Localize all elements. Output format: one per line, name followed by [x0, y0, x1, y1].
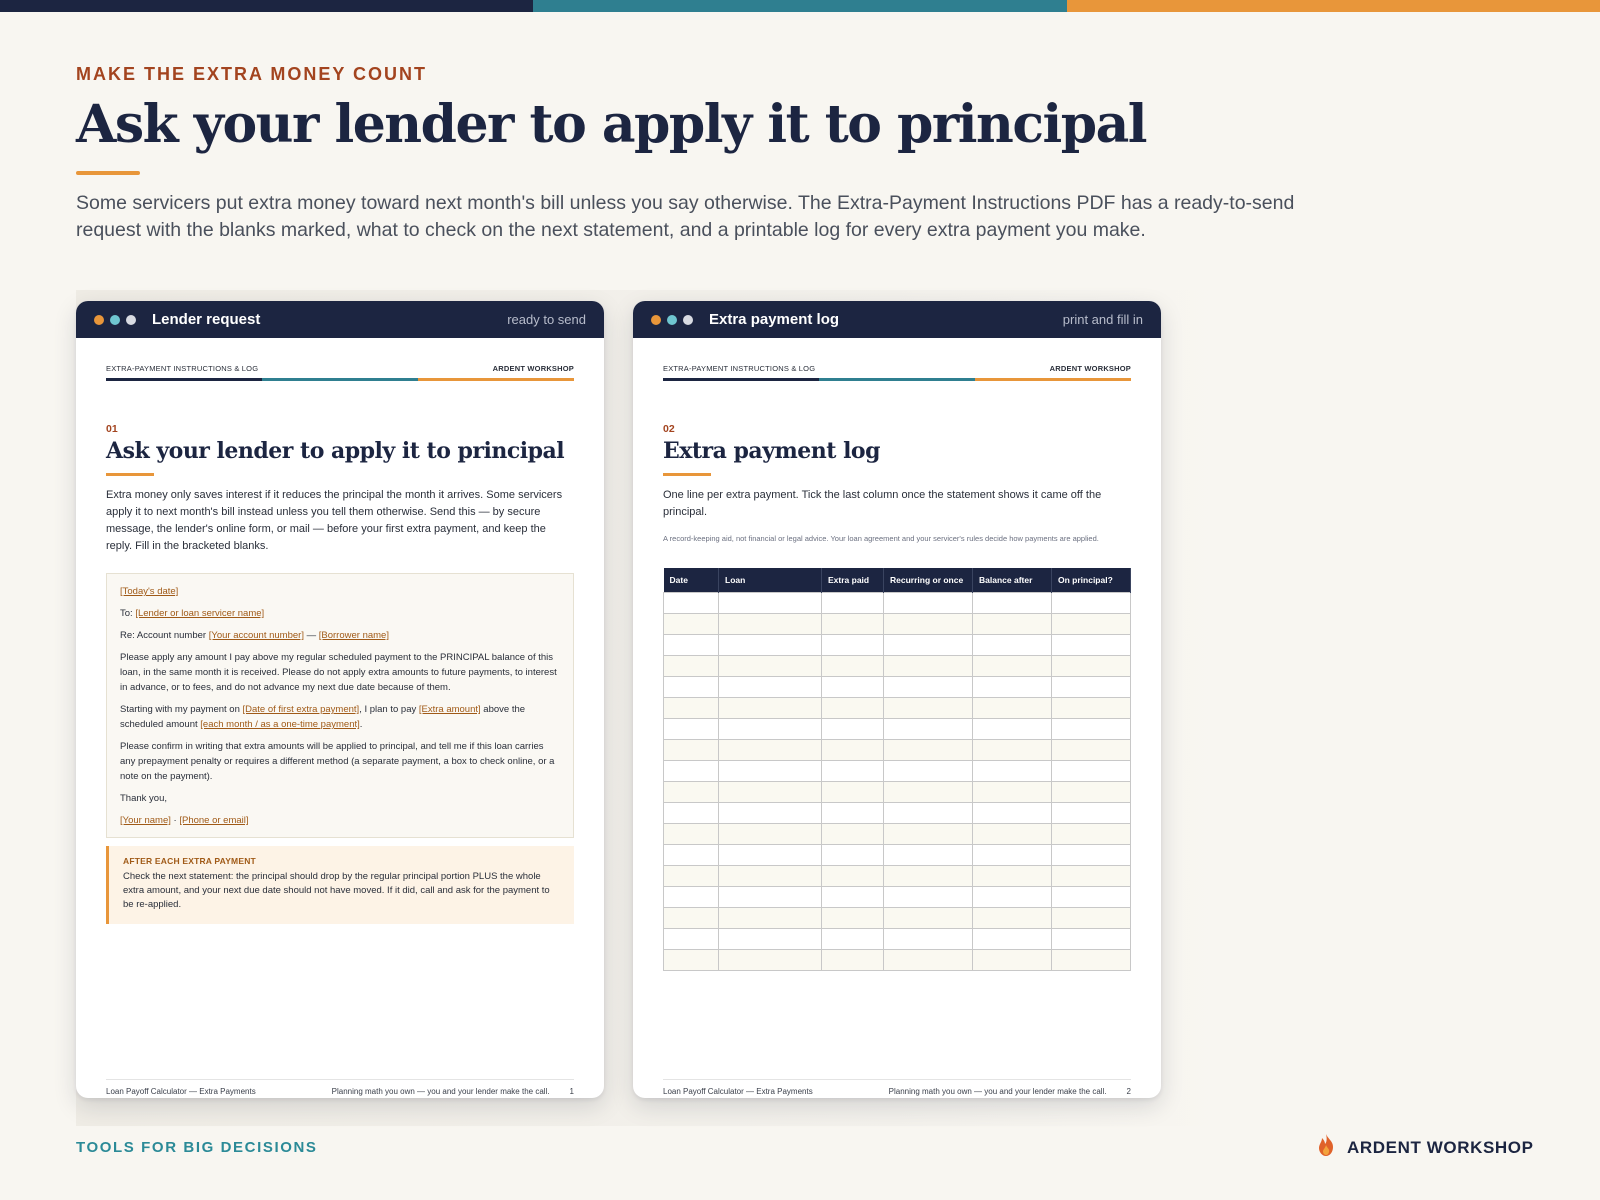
- log-cell: [1052, 865, 1131, 886]
- log-cell: [884, 781, 973, 802]
- log-cell: [822, 739, 884, 760]
- section-title: Ask your lender to apply it to principal: [106, 438, 565, 464]
- table-row: [664, 907, 1131, 928]
- title-underline: [76, 171, 140, 175]
- top-bar-navy: [0, 0, 533, 12]
- window-dot-teal: [667, 315, 677, 325]
- card-titlebar: [76, 301, 604, 338]
- section-underline: [106, 473, 154, 476]
- lender-request-card: [76, 301, 604, 1098]
- log-cell: [973, 697, 1052, 718]
- section-number: 01: [106, 423, 118, 435]
- log-cell: [1052, 781, 1131, 802]
- log-cell: [822, 802, 884, 823]
- section-underline: [663, 473, 711, 476]
- log-cell: [822, 907, 884, 928]
- log-cell: [719, 655, 822, 676]
- log-cell: [664, 844, 719, 865]
- payment-log-card: [633, 301, 1161, 1098]
- log-cell: [719, 781, 822, 802]
- table-row: [664, 802, 1131, 823]
- table-row: [664, 823, 1131, 844]
- log-cell: [822, 781, 884, 802]
- table-row: [664, 844, 1131, 865]
- log-cell: [1052, 823, 1131, 844]
- log-cell: [719, 802, 822, 823]
- log-cell: [973, 802, 1052, 823]
- window-dot-orange: [651, 315, 661, 325]
- letter-paragraph-1: Please apply any amount I pay above my regular scheduled payment to the PRINCIPAL balance of this loan, in the same month it is received. Please do not apply extra amounts to future payments, to interest in advance, or to fees, and do not advance my next due date because of them.: [120, 652, 557, 693]
- column-header-recurring: Recurring or once: [884, 568, 973, 592]
- para2-text-c: above the scheduled amount: [120, 704, 526, 730]
- log-cell: [822, 760, 884, 781]
- log-cell: [884, 613, 973, 634]
- log-cell: [884, 655, 973, 676]
- log-cell: [664, 865, 719, 886]
- log-cell: [719, 739, 822, 760]
- window-dot-grey: [683, 315, 693, 325]
- log-cell: [1052, 718, 1131, 739]
- log-cell: [664, 592, 719, 613]
- log-cell: [664, 634, 719, 655]
- eyebrow: MAKE THE EXTRA MONEY COUNT: [76, 64, 428, 84]
- log-cell: [973, 634, 1052, 655]
- log-cell: [822, 697, 884, 718]
- log-cell: [973, 613, 1052, 634]
- log-cell: [884, 844, 973, 865]
- log-cell: [719, 907, 822, 928]
- brand-name: ARDENT WORKSHOP: [1347, 1137, 1534, 1157]
- log-cell: [973, 676, 1052, 697]
- doc-header: [663, 364, 1131, 373]
- table-row: [664, 676, 1131, 697]
- log-cell: [664, 949, 719, 970]
- doc-brand: ARDENT WORKSHOP: [1049, 364, 1131, 373]
- log-cell: [664, 739, 719, 760]
- log-cell: [822, 592, 884, 613]
- log-cell: [1052, 613, 1131, 634]
- log-cell: [1052, 634, 1131, 655]
- log-cell: [822, 634, 884, 655]
- top-bar-teal: [533, 0, 1066, 12]
- table-row: [664, 928, 1131, 949]
- table-row: [664, 739, 1131, 760]
- log-cell: [884, 928, 973, 949]
- footer-tagline: TOOLS FOR BIG DECISIONS: [76, 1139, 318, 1156]
- blank-first-payment-date: [Date of first extra payment]: [242, 704, 360, 715]
- log-cell: [884, 886, 973, 907]
- log-cell: [822, 886, 884, 907]
- log-cell: [822, 844, 884, 865]
- log-cell: [884, 739, 973, 760]
- doc-label: EXTRA-PAYMENT INSTRUCTIONS & LOG: [106, 364, 259, 373]
- log-cell: [884, 949, 973, 970]
- para2-text-a: Starting with my payment on: [120, 704, 243, 715]
- log-cell: [1052, 949, 1131, 970]
- log-cell: [822, 613, 884, 634]
- log-cell: [719, 592, 822, 613]
- card-status: print and fill in: [1062, 312, 1143, 327]
- table-row: [664, 634, 1131, 655]
- footer-disclaimer: Planning math you own — you and your lender make the call.: [888, 1087, 1107, 1096]
- card-title: Lender request: [152, 311, 261, 328]
- log-cell: [973, 655, 1052, 676]
- table-row: [664, 655, 1131, 676]
- column-header-on-principal: On principal?: [1052, 568, 1131, 592]
- log-cell: [1052, 907, 1131, 928]
- doc-brand: ARDENT WORKSHOP: [492, 364, 574, 373]
- log-cell: [884, 676, 973, 697]
- payment-log-table: [663, 568, 1131, 971]
- doc-header-rule: [106, 378, 574, 381]
- log-cell: [719, 760, 822, 781]
- table-row: [664, 760, 1131, 781]
- column-header-loan: Loan: [719, 568, 822, 592]
- log-cell: [1052, 676, 1131, 697]
- table-row: [664, 718, 1131, 739]
- log-cell: [664, 886, 719, 907]
- log-cell: [822, 718, 884, 739]
- log-cell: [973, 592, 1052, 613]
- footer-disclaimer: Planning math you own — you and your lender make the call.: [331, 1087, 550, 1096]
- column-header-date: Date: [664, 568, 719, 592]
- para2-text-b: , I plan to pay: [359, 704, 419, 715]
- top-bar-orange: [1067, 0, 1600, 12]
- table-row: [664, 865, 1131, 886]
- log-cell: [822, 823, 884, 844]
- blank-frequency: [each month / as a one-time payment]: [200, 719, 360, 730]
- callout-text: Check the next statement: the principal should drop by the regular principal portion PLUS the whole extra amount, and your next due date should not have moved. If it did, call and ask for the payment to be re-applied.: [123, 871, 550, 910]
- blank-todays-date: [Today's date]: [120, 586, 179, 597]
- log-cell: [664, 655, 719, 676]
- log-cell: [973, 823, 1052, 844]
- table-row: [664, 886, 1131, 907]
- log-cell: [973, 760, 1052, 781]
- log-cell: [822, 928, 884, 949]
- log-cell: [1052, 655, 1131, 676]
- log-cell: [973, 865, 1052, 886]
- signature-separator: ·: [170, 815, 180, 826]
- footer-brand: [1315, 1133, 1534, 1162]
- log-cell: [973, 886, 1052, 907]
- log-cell: [884, 802, 973, 823]
- document-page: [633, 364, 1161, 1098]
- log-cell: [973, 718, 1052, 739]
- card-title: Extra payment log: [709, 311, 840, 328]
- page-number: 1: [569, 1087, 574, 1096]
- table-row: [664, 949, 1131, 970]
- log-cell: [664, 697, 719, 718]
- section-title: Extra payment log: [663, 438, 880, 464]
- doc-header-rule: [663, 378, 1131, 381]
- log-cell: [884, 823, 973, 844]
- log-cell: [1052, 592, 1131, 613]
- log-cell: [1052, 697, 1131, 718]
- log-cell: [719, 676, 822, 697]
- log-cell: [822, 949, 884, 970]
- log-cell: [719, 844, 822, 865]
- log-cell: [664, 823, 719, 844]
- log-cell: [973, 781, 1052, 802]
- letter-closing: Thank you,: [120, 793, 167, 804]
- log-cell: [719, 928, 822, 949]
- page-number: 2: [1126, 1087, 1131, 1096]
- callout-heading: AFTER EACH EXTRA PAYMENT: [123, 856, 256, 866]
- footer-product: Loan Payoff Calculator — Extra Payments: [663, 1087, 813, 1096]
- log-cell: [884, 907, 973, 928]
- log-cell: [973, 928, 1052, 949]
- window-dot-teal: [110, 315, 120, 325]
- card-status: ready to send: [507, 312, 586, 327]
- blank-phone-email: [Phone or email]: [179, 815, 249, 826]
- top-accent-bar: [0, 0, 1600, 12]
- log-cell: [664, 802, 719, 823]
- table-body: [664, 592, 1131, 970]
- window-dot-orange: [94, 315, 104, 325]
- log-cell: [719, 718, 822, 739]
- blank-your-name: [Your name]: [120, 815, 171, 826]
- log-cell: [719, 886, 822, 907]
- log-cell: [719, 613, 822, 634]
- re-label: Re: Account number: [120, 630, 209, 641]
- page-title: Ask your lender to apply it to principal: [76, 94, 1147, 155]
- log-cell: [884, 697, 973, 718]
- letter-paragraph-3: Please confirm in writing that extra amounts will be applied to principal, and tell me if this loan carries any prepayment penalty or requires a different method (a separate payment, a box to check online, or a note on the payment).: [120, 741, 555, 782]
- table-row: [664, 697, 1131, 718]
- footer-product: Loan Payoff Calculator — Extra Payments: [106, 1087, 256, 1096]
- table-header-row: [664, 568, 1131, 592]
- section-intro: One line per extra payment. Tick the last column once the statement shows it came off the principal.: [663, 489, 1102, 518]
- log-cell: [719, 823, 822, 844]
- blank-extra-amount: [Extra amount]: [418, 704, 481, 715]
- blank-account-number: [Your account number]: [208, 630, 304, 641]
- log-cell: [973, 844, 1052, 865]
- column-header-extra-paid: Extra paid: [822, 568, 884, 592]
- blank-lender-name: [Lender or loan servicer name]: [135, 608, 265, 619]
- log-cell: [1052, 928, 1131, 949]
- log-cell: [973, 907, 1052, 928]
- log-cell: [1052, 739, 1131, 760]
- section-intro: Extra money only saves interest if it reduces the principal the month it arrives. Some servicers apply it to next month's bill instead unless you tell them otherwise. Send this — by secure message, the lender's online form, or mail — before your first extra payment, and keep the reply. Fill in the bracketed blanks.: [106, 489, 563, 552]
- log-cell: [822, 865, 884, 886]
- log-cell: [884, 634, 973, 655]
- section-number: 02: [663, 423, 675, 435]
- log-cell: [884, 592, 973, 613]
- log-cell: [884, 865, 973, 886]
- log-cell: [664, 718, 719, 739]
- log-cell: [973, 739, 1052, 760]
- doc-footer: [663, 1079, 1131, 1096]
- log-cell: [1052, 802, 1131, 823]
- document-page: [76, 364, 604, 1098]
- window-dot-grey: [126, 315, 136, 325]
- log-cell: [664, 613, 719, 634]
- to-label: To:: [120, 608, 136, 619]
- log-disclaimer: A record-keeping aid, not financial or legal advice. Your loan agreement and your servicer's rules decide how payments are applied.: [663, 534, 1099, 543]
- log-cell: [973, 949, 1052, 970]
- column-header-balance-after: Balance after: [973, 568, 1052, 592]
- table-row: [664, 592, 1131, 613]
- doc-header: [106, 364, 574, 373]
- log-cell: [664, 928, 719, 949]
- doc-label: EXTRA-PAYMENT INSTRUCTIONS & LOG: [663, 364, 816, 373]
- log-cell: [1052, 760, 1131, 781]
- doc-footer: [106, 1079, 574, 1096]
- letter-paragraph-2: [120, 702, 560, 732]
- log-cell: [719, 697, 822, 718]
- blank-borrower-name: [Borrower name]: [318, 630, 389, 641]
- dash-separator: —: [303, 630, 319, 641]
- log-cell: [822, 676, 884, 697]
- para2-text-d: .: [359, 719, 363, 730]
- log-cell: [884, 760, 973, 781]
- log-cell: [664, 781, 719, 802]
- table-row: [664, 781, 1131, 802]
- lead-paragraph: Some servicers put extra money toward next month's bill unless you say otherwise. The Extra-Payment Instructions PDF has a ready-to-send request with the blanks marked, what to check on the next statement, and a printable log for every extra payment you make.: [76, 192, 1295, 241]
- log-cell: [1052, 844, 1131, 865]
- table-row: [664, 613, 1131, 634]
- letter-template: [106, 573, 574, 838]
- card-titlebar: [633, 301, 1161, 338]
- log-cell: [664, 760, 719, 781]
- log-cell: [719, 949, 822, 970]
- log-cell: [1052, 886, 1131, 907]
- log-cell: [719, 634, 822, 655]
- log-cell: [822, 655, 884, 676]
- flame-icon: [1315, 1133, 1337, 1162]
- log-cell: [664, 907, 719, 928]
- after-payment-callout: [106, 846, 574, 924]
- log-cell: [884, 718, 973, 739]
- log-cell: [664, 676, 719, 697]
- log-cell: [719, 865, 822, 886]
